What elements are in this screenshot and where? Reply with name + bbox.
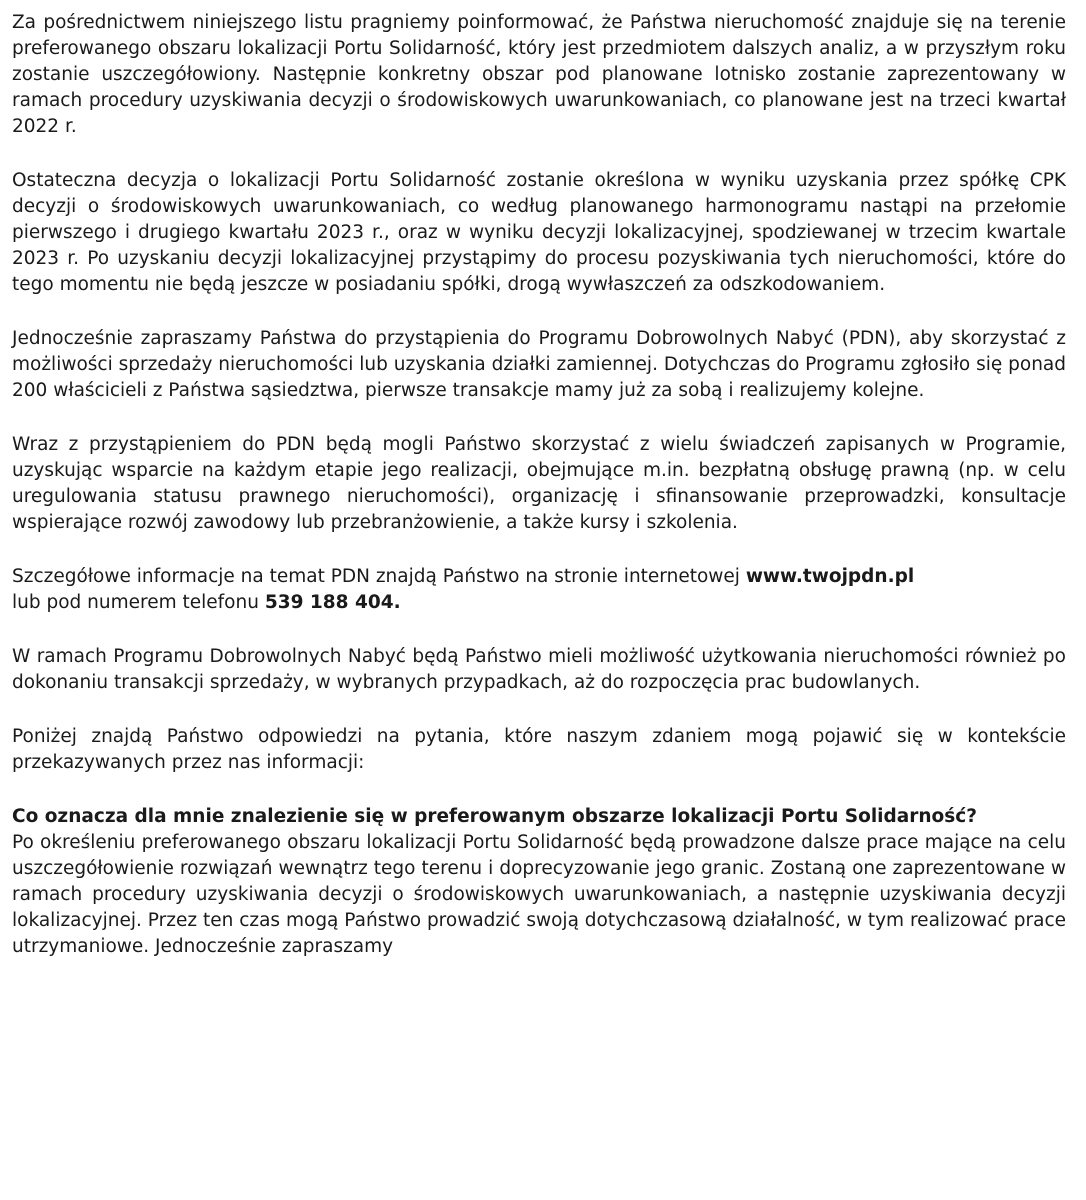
paragraph-pdn-invitation: Jednocześnie zapraszamy Państwa do przystąpienia do Programu Dobrowolnych Nabyć (PDN), aby skorzystać z możliwości sprzedaży nieruchomości lub uzyskania działki zamiennej. Dotychczas do Programu zgłosiło się ponad 200 właścicieli z Państwa sąsiedztwa, pierwsze transakcje mamy już za sobą i realizujemy kolejne.: [12, 328, 1067, 401]
paragraph-pdn-benefits: Wraz z przystąpieniem do PDN będą mogli Państwo skorzystać z wielu świadczeń zapisanych w Programie, uzyskując wsparcie na każdym etapie jego realizacji, obejmujące m.in. bezpłatną obsługę prawną (np. w celu uregulowania statusu prawnego nieruchomości), organizację i sfinansowanie przeprowadzki, konsultacje wspierające rozwój zawodowy lub przebranżowienie, a także kursy i szkolenia.: [12, 434, 1066, 533]
contact-phone-prefix-text: lub pod numerem telefonu: [12, 592, 265, 613]
faq-question-heading: Co oznacza dla mnie znalezienie się w preferowanym obszarze lokalizacji Portu Solidarność?: [12, 806, 977, 827]
paragraph-contact-info: [12, 564, 1066, 616]
paragraph-property-use: W ramach Programu Dobrowolnych Nabyć będą Państwo mieli możliwość użytkowania nieruchomości również po dokonaniu transakcji sprzedaży, w wybranych przypadkach, aż do rozpoczęcia prac budowlanych.: [12, 646, 1066, 693]
paragraph-final-decision: Ostateczna decyzja o lokalizacji Portu Solidarność zostanie określona w wyniku uzyskania przez spółkę CPK decyzji o środowiskowych uwarunkowaniach, co według planowanego harmonogramu nastąpi na przełomie pierwszego i drugiego kwartału 2023 r., oraz w wyniku decyzji lokalizacyjnej, spodziewanej w trzecim kwartale 2023 r. Po uzyskaniu decyzji lokalizacyjnej przystąpimy do procesu pozyskiwania tych nieruchomości, które do tego momentu nie będą jeszcze w posiadaniu spółki, drogą wywłaszczeń za odszkodowaniem.: [12, 170, 1066, 295]
paragraph-notification: Za pośrednictwem niniejszego listu pragniemy poinformować, że Państwa nieruchomość znajduje się na terenie preferowanego obszaru lokalizacji Portu Solidarność, który jest przedmiotem dalszych analiz, a w przyszłym roku zostanie uszczegółowiony. Następnie konkretny obszar pod planowane lotnisko zostanie zaprezentowany w ramach procedury uzyskiwania decyzji o środowiskowych uwarunkowaniach, co planowane jest na trzeci kwartał 2022 r.: [12, 12, 1066, 137]
contact-prefix-text: Szczegółowe informacje na temat PDN znajdą Państwo na stronie internetowej: [12, 566, 746, 587]
website-link[interactable]: www.twojpdn.pl: [745, 566, 915, 587]
paragraph-faq-intro: Poniżej znajdą Państwo odpowiedzi na pytania, które naszym zdaniem mogą pojawić się w kontekście przekazywanych przez nas informacji:: [12, 726, 1066, 773]
phone-number[interactable]: 539 188 404.: [264, 592, 401, 613]
faq-answer: Po określeniu preferowanego obszaru lokalizacji Portu Solidarność będą prowadzone dalsze prace mające na celu uszczegółowienie rozwiązań wewnątrz tego terenu i doprecyzowanie jego granic. Zostaną one zaprezentowane w ramach procedury uzyskiwania decyzji o środowiskowych uwarunkowaniach, a następnie uzyskiwania decyzji lokalizacyjnej. Przez ten czas mogą Państwo prowadzić swoją dotychczasową działalność, w tym realizować prace utrzymaniowe. Jednocześnie zapraszamy: [12, 832, 1066, 957]
